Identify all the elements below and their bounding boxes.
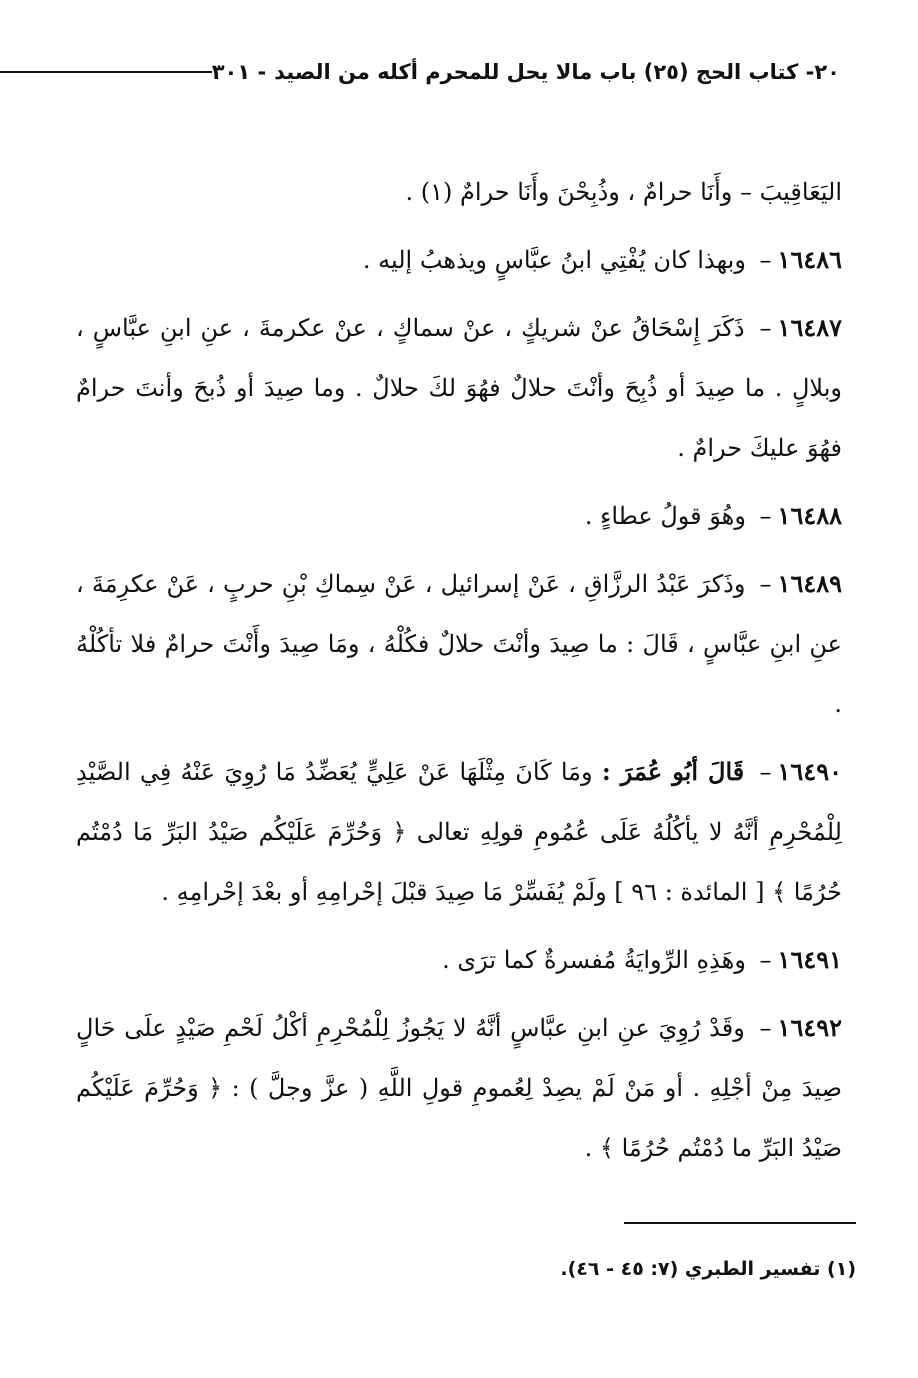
paragraph-text: وهُوَ قولُ عطاءٍ . xyxy=(584,502,746,530)
paragraph-text: اليَعَاقِيبَ – وأَنَا حرامٌ ، وذُبِحْنَ وأَنَا حرامٌ (١) . xyxy=(405,178,842,206)
paragraph-lead: قَالَ أبُو عُمَرَ : xyxy=(601,757,745,786)
paragraph-text: ذَكَرَ إِسْحَاقُ عنْ شريكٍ ، عنْ سماكٍ ، عنْ عكرمةَ ، عنِ ابنِ عبَّاسٍ ، وبلالٍ . ما صِيدَ أو ذُبِحَ وأنْتَ حلالٌ فهُوَ لكَ حلالٌ . وما صِيدَ أو ذُبحَ وأنتَ حرامٌ فهُوَ عليكَ حرامٌ . xyxy=(76,314,842,462)
paragraph-text: وهَذِهِ الرِّوايَةُ مُفسرةٌ كما ترَى . xyxy=(442,946,746,974)
page-number xyxy=(212,60,266,84)
page-number-value: ٣٠١ xyxy=(211,60,251,84)
paragraph-16489: ١٦٤٨٩– وذَكرَ عَبْدُ الرزَّاقِ ، عَنْ إسرائيل ، عَنْ سِماكِ بْنِ حربٍ ، عَنْ عكرِمَةَ ، عنِ ابنِ عبَّاسٍ ، قَالَ : ما صِيدَ وأنْتَ حلالٌ فكُلْهُ ، ومَا صِيدَ وأَنْتَ حرامٌ فلا تأكُلْهُ . xyxy=(76,569,842,718)
paragraph-number: ١٦٤٨٦ xyxy=(777,245,842,274)
paragraph-number: ١٦٤٩٢ xyxy=(777,1013,842,1042)
running-header xyxy=(72,52,840,92)
paragraph-text: وقَدْ رُوِيَ عنِ ابنِ عبَّاسٍ أنَّهُ لا يَجُوزُ لِلْمُحْرِمِ أكْلُ لَحْمِ صَيْدٍ علَى حَالٍ صِيدَ مِنْ أجْلِهِ . أو مَنْ لَمْ يصِدْ لِعُمومِ قولِ اللَّهِ ( عزَّ وجلَّ ) : ﴿ وَحُرِّمَ عَلَيْكُم صَيْدُ البَرِّ ما دُمْتُم حُرُمًا ﴾ . xyxy=(76,1014,842,1162)
paragraph-16486: ١٦٤٨٦– وبهذا كان يُفْتِي ابنُ عبَّاسٍ ويذهبُ إليه . xyxy=(362,245,842,274)
paragraph-number: ١٦٤٨٨ xyxy=(777,501,842,530)
paragraph-continuation xyxy=(76,162,842,222)
paragraph-text: وبهذا كان يُفْتِي ابنُ عبَّاسٍ ويذهبُ إليه . xyxy=(362,246,746,274)
paragraph-16488: ١٦٤٨٨– وهُوَ قولُ عطاءٍ . xyxy=(584,501,842,530)
paragraph-number: ١٦٤٩٠ xyxy=(777,757,842,786)
body-text xyxy=(76,162,842,1186)
paragraph-number: ١٦٤٨٩ xyxy=(777,569,842,598)
header-separator: - xyxy=(257,60,267,84)
paragraph-text: ومَا كَانَ مِثْلَهَا عَنْ عَلِيٍّ يُعَضِّدُ مَا رُوِيَ عَنْهُ فِي الصَّيْدِ لِلْمُحْرِمِ أنَّهُ لا يأكُلُهُ عَلَى عُمُومِ قولِهِ تعالى ﴿ وَحُرِّمَ عَلَيْكُم صَيْدُ البَرِّ مَا دُمْتُم حُرُمًا ﴾ [ المائدة : ٩٦ ] ولَمْ يُفَسِّرْ مَا صِيدَ قبْلَ إحْرامِهِ أو بعْدَ إحْرامِهِ . xyxy=(76,758,842,906)
paragraph-text: وذَكرَ عَبْدُ الرزَّاقِ ، عَنْ إسرائيل ، عَنْ سِماكِ بْنِ حربٍ ، عَنْ عكرِمَةَ ، عنِ ابنِ عبَّاسٍ ، قَالَ : ما صِيدَ وأنْتَ حلالٌ فكُلْهُ ، ومَا صِيدَ وأَنْتَ حرامٌ فلا تأكُلْهُ . xyxy=(76,570,842,718)
paragraph-number: ١٦٤٩١ xyxy=(777,945,842,974)
footnote-rule xyxy=(624,1222,856,1224)
paragraph-number: ١٦٤٨٧ xyxy=(777,313,842,342)
paragraph-16487: ١٦٤٨٧– ذَكَرَ إِسْحَاقُ عنْ شريكٍ ، عنْ سماكٍ ، عنْ عكرمةَ ، عنِ ابنِ عبَّاسٍ ، وبلالٍ . ما صِيدَ أو ذُبِحَ وأنْتَ حلالٌ فهُوَ لكَ حلالٌ . وما صِيدَ أو ذُبحَ وأنتَ حرامٌ فهُوَ عليكَ حرامٌ . xyxy=(76,313,842,462)
header-rule xyxy=(0,71,212,73)
paragraph-16491: ١٦٤٩١– وهَذِهِ الرِّوايَةُ مُفسرةٌ كما ترَى . xyxy=(442,945,842,974)
footnote: (١) تفسير الطبري (٧: ٤٥ - ٤٦). xyxy=(560,1258,856,1280)
paragraph-16492: ١٦٤٩٢– وقَدْ رُوِيَ عنِ ابنِ عبَّاسٍ أنَّهُ لا يَجُوزُ لِلْمُحْرِمِ أكْلُ لَحْمِ صَيْدٍ علَى حَالٍ صِيدَ مِنْ أجْلِهِ . أو مَنْ لَمْ يصِدْ لِعُمومِ قولِ اللَّهِ ( عزَّ وجلَّ ) : ﴿ وَحُرِّمَ عَلَيْكُم صَيْدُ البَرِّ ما دُمْتُم حُرُمًا ﴾ . xyxy=(76,1013,842,1162)
paragraph-16490: ١٦٤٩٠– قَالَ أبُو عُمَرَ : ومَا كَانَ مِثْلَهَا عَنْ عَلِيٍّ يُعَضِّدُ مَا رُوِيَ عَنْهُ فِي الصَّيْدِ لِلْمُحْرِمِ أنَّهُ لا يأكُلُهُ عَلَى عُمُومِ قولِهِ تعالى ﴿ وَحُرِّمَ عَلَيْكُم صَيْدُ البَرِّ مَا دُمْتُم حُرُمًا ﴾ [ المائدة : ٩٦ ] ولَمْ يُفَسِّرْ مَا صِيدَ قبْلَ إحْرامِهِ أو بعْدَ إحْرامِهِ . xyxy=(76,757,842,906)
header-title: ٢٠- كتاب الحج (٢٥) باب مالا يحل للمحرم أكله من الصيد xyxy=(274,60,840,84)
